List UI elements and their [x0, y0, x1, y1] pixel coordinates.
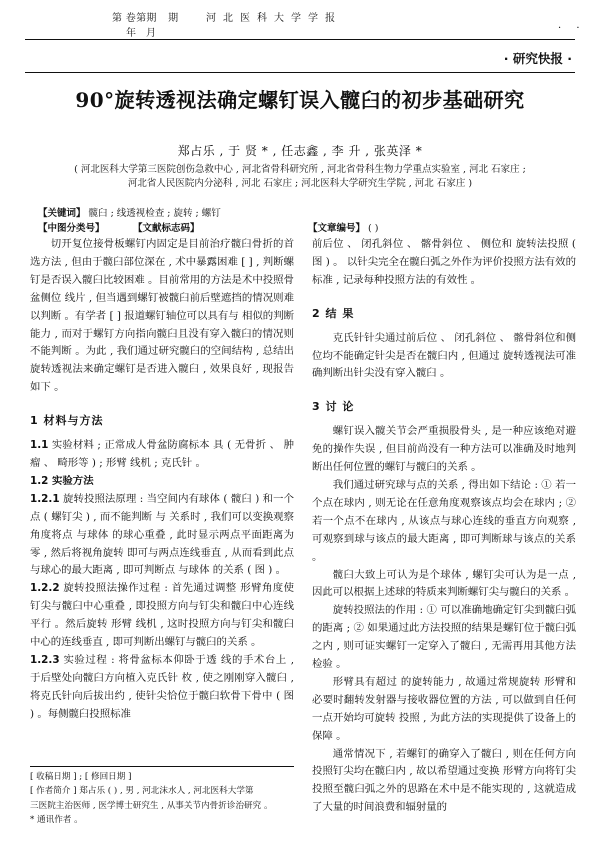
right-column — [312, 236, 576, 817]
left-column — [30, 236, 294, 724]
subsection-heading-1-2: 1.2 实验方法 — [30, 474, 94, 487]
subsection-1-2-1 — [30, 491, 294, 581]
doc-code-label: 【文献标志码】 — [133, 223, 200, 234]
article-id-value: ( ) — [368, 223, 379, 234]
affiliation-line: 河北省人民医院内分泌科 , 河北 石家庄 ; 河北医科大学研究生学院 , 河北 石家庄 ) — [127, 178, 473, 189]
publication-date: 年月 — [126, 28, 166, 39]
intro-paragraph: 切开复位接骨板螺钉内固定是目前治疗髋臼骨折的首选方法 , 但由于髋臼部位深在 , 术中暴露困难 [ ] , 判断螺钉是否误入髋臼比较困难 。目前常用的方法是术中投照骨盆侧位 线片 , 但当遇到螺钉被髋臼前后壁遮挡的情况则难以判断 。有学者 [ ] 报道螺钉轴位可以具有与 相似的判断能力 , 而对于螺钉方向指向髋臼且没有穿入髋臼的情况则不能判断 。为此 , 我们通过研究髋臼的空间结构 , 总结出 旋转透视法来确定螺钉是否进入髋臼 , 效果良好 , 现报告如下 。 — [30, 238, 294, 394]
article-id — [308, 220, 378, 234]
methods-continued: 前后位 、 闭孔斜位 、 髂骨斜位 、 侧位和 旋转法投照 ( 图 ) 。 以针尖完全在髋臼弧之外作为评价投照方法有效的标准 , 记录每种投照方法的有效性 。 — [312, 238, 576, 286]
results-paragraph: 克氏针针尖通过前后位 、 闭孔斜位 、 髂骨斜位和侧位均不能确定针尖是否在髋臼内 , 但通过 旋转透视法可准确判断出针尖没有穿入髋臼 。 — [312, 331, 576, 380]
subsection-text: 旋转投照法原理 : 当空间内有球体 ( 髋臼 ) 和一个点 ( 螺钉尖 ) , 而不能判断 与 关系时 , 我们可以变换观察角度将点 与球体 的球心重叠 , 此时显示两点平面距离为零 , 然后将视角旋转 即可与两点连线垂直 , 从而看到此点与球心的最大距离 , 即可判断点 与球体 的关系 ( 图 ) 。 — [30, 492, 294, 577]
discussion-paragraph: 我们通过研究球与点的关系 , 得出如下结论 : ① 若一个点在球内 , 则无论在任意角度观察该点均会在球内 ; ② 若一个点不在球内 , 从该点与球心连线的垂直方向观察 , 可观察到球与该点的最大距离 , 即可判断球与该点的关系 。 — [312, 478, 576, 563]
subsection-text: 实验过程 : 将骨盆标本仰卧于透 线的手术台上 , 于后壁处向髋臼方向植入克氏针 枚 , 使之刚刚穿入髋臼 , 将克氏针向后拔出约 , 使针尖恰位于髋臼软骨下骨中 ( 图 ) 。每侧髋臼投照标准 — [30, 653, 294, 720]
subsection-1-2-3 — [30, 652, 294, 724]
classification-row — [38, 220, 200, 234]
subsection-number: 1.2.3 — [30, 653, 60, 666]
discussion-paragraph: 旋转投照法的作用 : ① 可以准确地确定钉尖到髋臼弧的距离 ; ② 如果通过此方法投照的结果是螺钉位于髋臼弧之内 , 则可证实螺钉一定穿入了髋臼 , 无需再用其他方法检验 。 — [312, 604, 576, 671]
discussion-paragraph: 通常情况下 , 若螺钉的确穿入了髋臼 , 则在任何方向投照钉尖均在髋臼内 , 故以希望通过变换 形臂方向将钉尖投照至髋臼弧之外的思路在术中是不能实现的 , 这就造成了大量的时间浪费和辐射量的 — [312, 747, 576, 814]
keywords — [38, 205, 221, 219]
keywords-text: 髋臼 ; 线透视检查 ; 旋转 ; 螺钉 — [88, 208, 221, 219]
period: 期 — [168, 13, 179, 24]
footnote-line: [ 收稿日期 ] ; [ 修回日期 ] — [30, 772, 132, 782]
discussion-paragraph: 形臂具有超过 的旋转能力 , 故通过常规旋转 形臂和必要时翻转发射器与接收器位置的方法 , 可以做到自任何一点开始均可旋转 投照 , 为此方法的实现提供了设备上的保障 。 — [312, 675, 576, 742]
page-marks: · · — [558, 23, 586, 34]
affiliations — [28, 163, 572, 191]
volume-issue: 第 卷第期 — [112, 13, 157, 24]
subsection-number: 1.2.1 — [30, 492, 60, 505]
article-title: 90°旋转透视法确定螺钉误入髋臼的初步基础研究 — [75, 88, 525, 112]
section-heading-discussion: 3 讨 论 — [312, 400, 355, 414]
subsection-text: 旋转投照法操作过程 : 首先通过调整 形臂角度使钉尖与髋臼中心重叠 , 即投照方向与钉尖和髋臼中心连线平行 。然后旋转 形臂 线机 , 这时投照方向与钉尖和髋臼中心的连线垂直 , 即可判断出螺钉与髋臼的关系 。 — [30, 582, 294, 649]
footnote-line: * 通讯作者 。 — [30, 815, 83, 826]
subsection-text: 实验材料 ; 正常成人骨盆防腐标本 具 ( 无骨折 、 肿瘤 、 畸形等 ) ; 形臂 线机 ; 克氏针 。 — [30, 439, 294, 469]
author-list: 郑占乐 , 于 贤 * , 任志鑫 , 李 升 , 张英泽 * — [177, 144, 423, 158]
section-tag: · 研究快报 · — [503, 51, 572, 66]
footnotes — [30, 770, 294, 828]
subsection-number: 1.2.2 — [30, 582, 60, 595]
subsection-1-1 — [30, 437, 294, 473]
discussion-paragraph: 髋臼大致上可认为是个球体 , 螺钉尖可认为是一点 , 因此可以根据上述球的特质来判断螺钉尖与髋臼的关系 。 — [312, 568, 576, 599]
subsection-1-2-2 — [30, 580, 294, 652]
keywords-label: 【关键词】 — [38, 208, 86, 219]
section-heading-results: 2 结 果 — [312, 306, 355, 320]
running-header-line1 — [112, 9, 350, 24]
subsection-number: 1.1 — [30, 439, 49, 452]
footnote-rule — [30, 766, 294, 767]
footnote-line: 三医院主治医师 , 医学博士研究生 , 从事关节内骨折诊治研究 。 — [30, 800, 273, 811]
section-heading-materials: 1 材料与方法 — [30, 414, 104, 428]
classification-label: 【中图分类号】 — [38, 223, 105, 234]
journal-name: 河北医科大学学报 — [205, 13, 342, 24]
section-rule — [25, 72, 575, 73]
discussion-paragraph: 螺钉误入髋关节会严重损股骨头 , 是一种应该绝对避免的操作失误 , 但目前尚没有一种方法可以准确及时地判断出任何位置的螺钉与髋臼的关系 。 — [312, 425, 576, 474]
footnote-line: [ 作者简介 ] 郑占乐 ( ) , 男 , 河北沫水人 , 河北医科大学第 — [30, 786, 254, 797]
header-rule — [25, 39, 575, 40]
affiliation-line: ( 河北医科大学第三医院创伤急救中心 , 河北省骨科研究所 , 河北省骨科生物力学重点实验室 , 河北 石家庄 ; — [74, 164, 526, 175]
running-header — [0, 9, 600, 39]
article-id-label: 【文章编号】 — [308, 223, 366, 234]
